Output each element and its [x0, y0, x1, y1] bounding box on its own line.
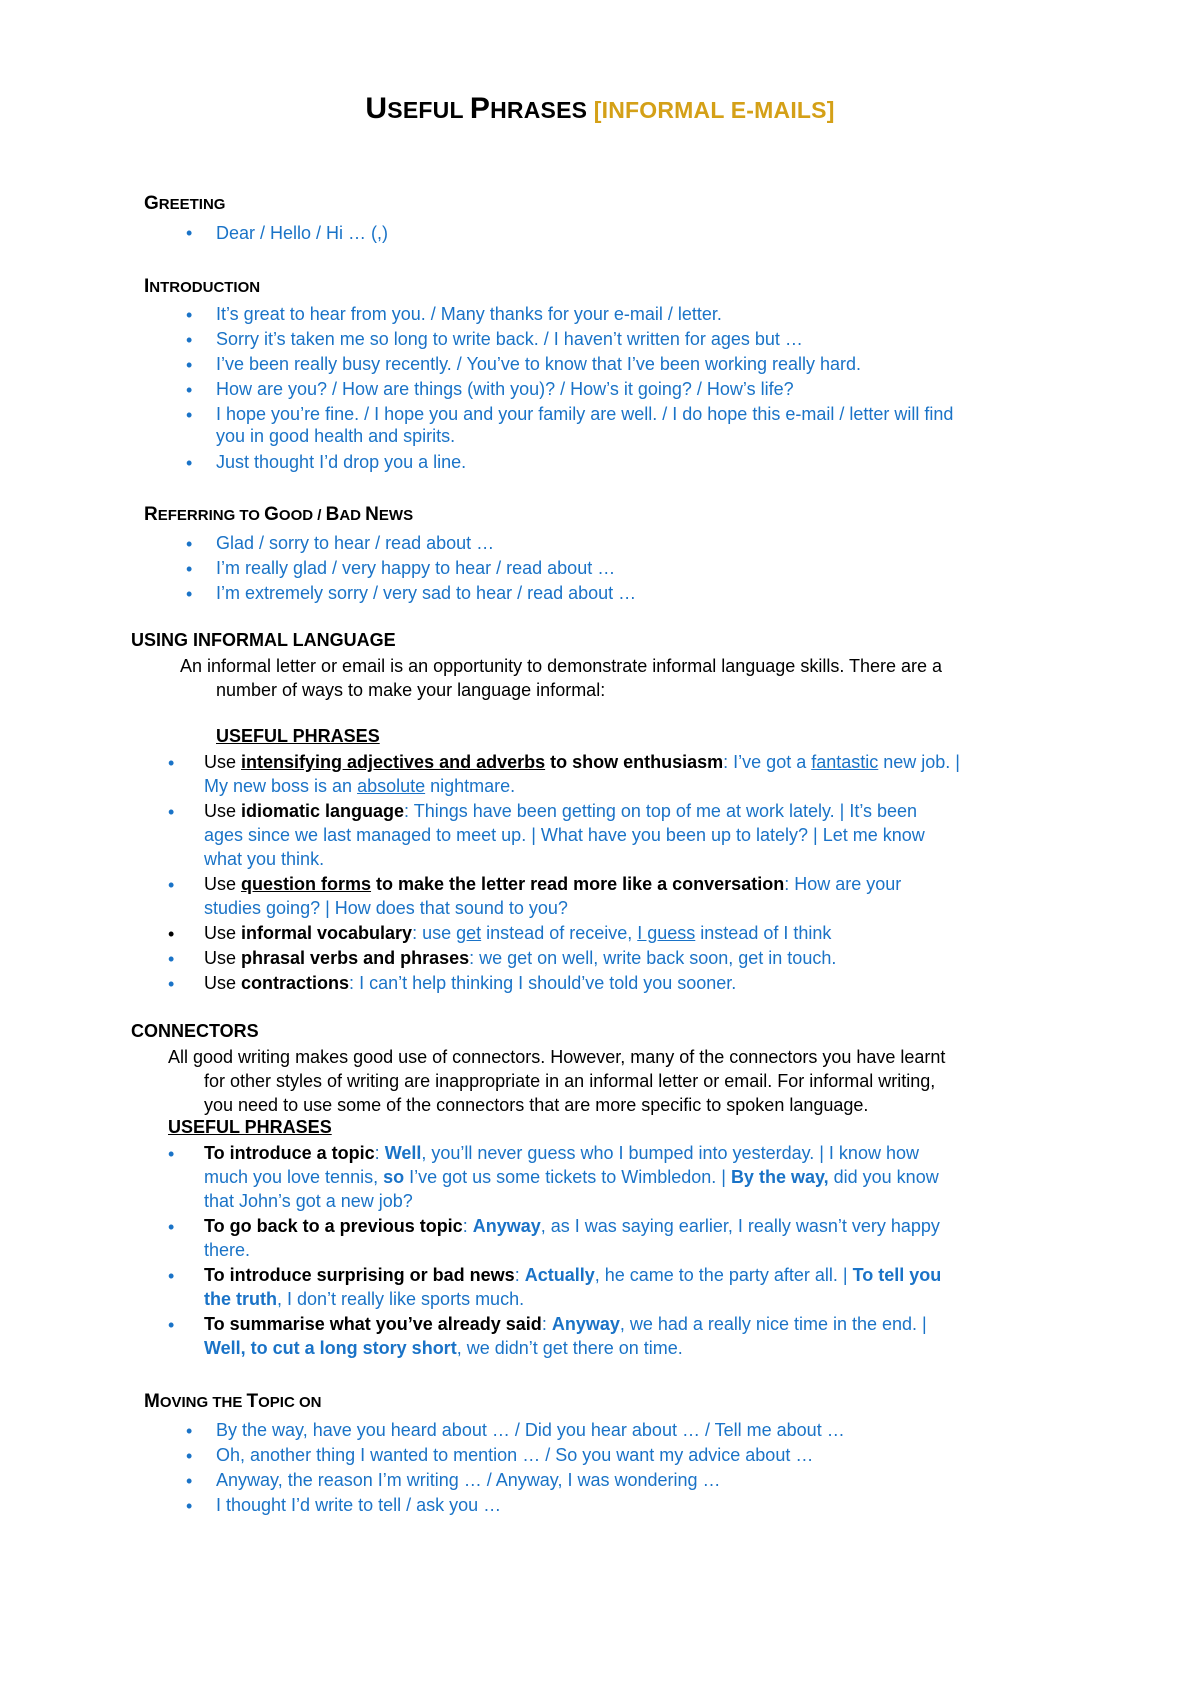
heading-rest: EFERRING TO [157, 507, 265, 524]
example: , we had a really nice time in the end. | [619, 1314, 927, 1334]
example: nightmare. [425, 776, 516, 796]
subheading: USEFUL PHRASES [216, 726, 380, 746]
list-item [204, 799, 917, 823]
text: Use [204, 973, 242, 993]
list-item-continued: you in good health and spirits. [216, 426, 456, 446]
bullet: • [168, 1144, 175, 1164]
example-underlined: I guess [637, 923, 696, 943]
text: : [541, 1314, 552, 1334]
title-accent: [INFORMAL E-MAILS] [593, 97, 835, 123]
heading-cap: G [264, 504, 279, 525]
heading-cap: R [144, 504, 158, 525]
list-item-continued [204, 1165, 939, 1189]
list-item: Dear / Hello / Hi … (,) [216, 223, 389, 243]
paragraph-line: for other styles of writing are inappropriate in an informal letter or email. For informal writing, [204, 1071, 936, 1091]
bullet: • [186, 534, 193, 554]
list-item: Glad / sorry to hear / read about … [216, 533, 495, 553]
example: much you love tennis, [204, 1167, 384, 1187]
example: My new boss is an [204, 776, 358, 796]
list-item: Anyway, the reason I’m writing … / Anyway, I was wondering … [216, 1470, 721, 1490]
connector: Well, to cut a long story short [204, 1338, 457, 1358]
example: , you’ll never guess who I bumped into yesterday. | I know how [421, 1143, 919, 1163]
paragraph-line: An informal letter or email is an opportunity to demonstrate informal language skills. There are a [180, 656, 943, 676]
title-letter: P [469, 92, 491, 125]
example: use [422, 923, 457, 943]
bullet: • [186, 223, 193, 243]
bullet: • [168, 949, 175, 969]
text: Use [204, 923, 242, 943]
keyword: informal vocabulary [241, 923, 413, 943]
bullet: • [186, 355, 193, 375]
bullet: • [186, 330, 193, 350]
text: Use [204, 948, 242, 968]
introduction-heading [144, 276, 260, 298]
paragraph-line: All good writing makes good use of connectors. However, many of the connectors you have learnt [168, 1047, 946, 1067]
list-item: Just thought I’d drop you a line. [216, 452, 467, 472]
bullet: • [186, 1496, 193, 1516]
example: I’ve got us some tickets to Wimbledon. | [404, 1167, 731, 1187]
list-item-continued [204, 1287, 524, 1311]
list-item-continued: studies going? | How does that sound to you? [204, 898, 568, 918]
heading-rest: REETING [158, 196, 226, 213]
connector: Actually [524, 1265, 595, 1285]
example-underlined: absolute [357, 776, 426, 796]
text: Use [204, 874, 242, 894]
keyword: To summarise what you’ve already said [204, 1314, 542, 1334]
list-item: I’ve been really busy recently. / You’ve to know that I’ve been working really hard. [216, 354, 862, 374]
keyword: to make the letter read more like a conversation [371, 874, 785, 894]
example: , as I was saying earlier, I really wasn’t very happy [540, 1216, 940, 1236]
list-item-continued [204, 774, 515, 798]
bullet: • [168, 924, 175, 944]
list-item: Sorry it’s taken me so long to write back. / I haven’t written for ages but … [216, 329, 803, 349]
heading-cap: M [144, 1391, 160, 1412]
list-item [204, 1312, 927, 1336]
bullet: • [186, 584, 193, 604]
connectors-heading: CONNECTORS [131, 1021, 259, 1041]
heading-rest: AD [339, 507, 366, 524]
heading-rest: OVING THE [159, 1394, 247, 1411]
example-underlined: fantastic [811, 752, 879, 772]
list-item-continued: that John’s got a new job? [204, 1191, 413, 1211]
list-item: Oh, another thing I wanted to mention … / So you want my advice about … [216, 1445, 814, 1465]
text: Use [204, 801, 242, 821]
example: , he came to the party after all. | [594, 1265, 853, 1285]
heading-cap: N [365, 504, 379, 525]
list-item: I hope you’re fine. / I hope you and your family are well. / I do hope this e-mail / letter will find [216, 404, 954, 424]
moving-heading [144, 1391, 321, 1413]
text: : [412, 923, 423, 943]
list-item: How are you? / How are things (with you)? / How’s it going? / How’s life? [216, 379, 794, 399]
bullet: • [186, 1446, 193, 1466]
text: : [514, 1265, 525, 1285]
connector: Anyway [472, 1216, 541, 1236]
example: instead of I think [695, 923, 832, 943]
text: : [349, 973, 360, 993]
keyword: idiomatic language [241, 801, 405, 821]
text: : [374, 1143, 385, 1163]
referring-heading [144, 504, 413, 526]
list-item: I’m really glad / very happy to hear / read about … [216, 558, 616, 578]
list-item: By the way, have you heard about … / Did you hear about … / Tell me about … [216, 1420, 845, 1440]
list-item [204, 946, 836, 970]
heading-cap: T [246, 1391, 259, 1412]
connector: Well [384, 1143, 422, 1163]
heading-cap: I [144, 276, 150, 297]
list-item [204, 971, 736, 995]
text: : [723, 752, 734, 772]
list-item: I’m extremely sorry / very sad to hear / read about … [216, 583, 637, 603]
bullet: • [186, 453, 193, 473]
bullet: • [186, 405, 193, 425]
example-underlined: get [456, 923, 482, 943]
list-item [204, 872, 901, 896]
example: did you know [828, 1167, 939, 1187]
heading-cap: G [144, 193, 159, 214]
heading-rest: OPIC ON [258, 1394, 322, 1411]
bullet: • [186, 305, 193, 325]
bullet: • [168, 802, 175, 822]
list-item [204, 1263, 941, 1287]
example: I can’t help thinking I should’ve told you sooner. [359, 973, 737, 993]
example: How are your [794, 874, 902, 894]
title-letter: U [365, 92, 388, 125]
example: instead of receive, [481, 923, 638, 943]
heading-rest: EWS [378, 507, 414, 524]
keyword: To introduce a topic [204, 1143, 375, 1163]
list-item-continued: what you think. [204, 849, 325, 869]
text: : [469, 948, 480, 968]
bullet: • [168, 974, 175, 994]
subheading: USEFUL PHRASES [168, 1117, 332, 1137]
bullet: • [186, 1471, 193, 1491]
bullet: • [168, 1266, 175, 1286]
connector: Anyway [551, 1314, 620, 1334]
text: : [404, 801, 414, 821]
list-item-continued: ages since we last managed to meet up. | What have you been up to lately? | Let me know [204, 825, 925, 845]
keyword: To go back to a previous topic [204, 1216, 463, 1236]
list-item-continued: there. [204, 1240, 251, 1260]
bullet: • [168, 1315, 175, 1335]
keyword: To introduce surprising or bad news [204, 1265, 515, 1285]
greeting-heading [144, 193, 225, 215]
bullet: • [186, 380, 193, 400]
text: Use [204, 752, 242, 772]
keyword: intensifying adjectives and adverbs [241, 752, 546, 772]
title-word: SEFUL [387, 97, 470, 123]
keyword: phrasal verbs and phrases [241, 948, 470, 968]
connector: By the way, [730, 1167, 829, 1187]
connector: so [383, 1167, 405, 1187]
informal-heading: USING INFORMAL LANGUAGE [131, 630, 396, 650]
example: we get on well, write back soon, get in touch. [479, 948, 837, 968]
heading-rest: NTRODUCTION [149, 279, 261, 296]
title-word: HRASES [490, 97, 594, 123]
heading-cap: B [325, 504, 340, 525]
list-item-continued [204, 1336, 683, 1360]
example: Things have been getting on top of me at work lately. | It’s been [413, 801, 918, 821]
bullet: • [168, 875, 175, 895]
keyword: contractions [241, 973, 350, 993]
bullet: • [186, 1421, 193, 1441]
list-item [204, 921, 831, 945]
paragraph-line: you need to use some of the connectors that are more specific to spoken language. [204, 1095, 869, 1115]
text: : [462, 1216, 473, 1236]
keyword: to show enthusiasm [545, 752, 724, 772]
keyword: question forms [241, 874, 372, 894]
paragraph-line: number of ways to make your language informal: [216, 680, 606, 700]
example: I’ve got a [733, 752, 812, 772]
list-item [204, 750, 960, 774]
list-item [204, 1214, 940, 1238]
page-title [0, 92, 1200, 126]
heading-rest: OOD / [278, 507, 326, 524]
bullet: • [168, 753, 175, 773]
connector: To tell you [852, 1265, 942, 1285]
text: : [784, 874, 795, 894]
list-item [204, 1141, 919, 1165]
list-item: I thought I’d write to tell / ask you … [216, 1495, 502, 1515]
list-item: It’s great to hear from you. / Many thanks for your e-mail / letter. [216, 304, 722, 324]
connector: the truth [204, 1289, 277, 1309]
example: new job. | [878, 752, 960, 772]
bullet: • [186, 559, 193, 579]
example: , we didn’t get there on time. [456, 1338, 683, 1358]
bullet: • [168, 1217, 175, 1237]
example: , I don’t really like sports much. [276, 1289, 525, 1309]
